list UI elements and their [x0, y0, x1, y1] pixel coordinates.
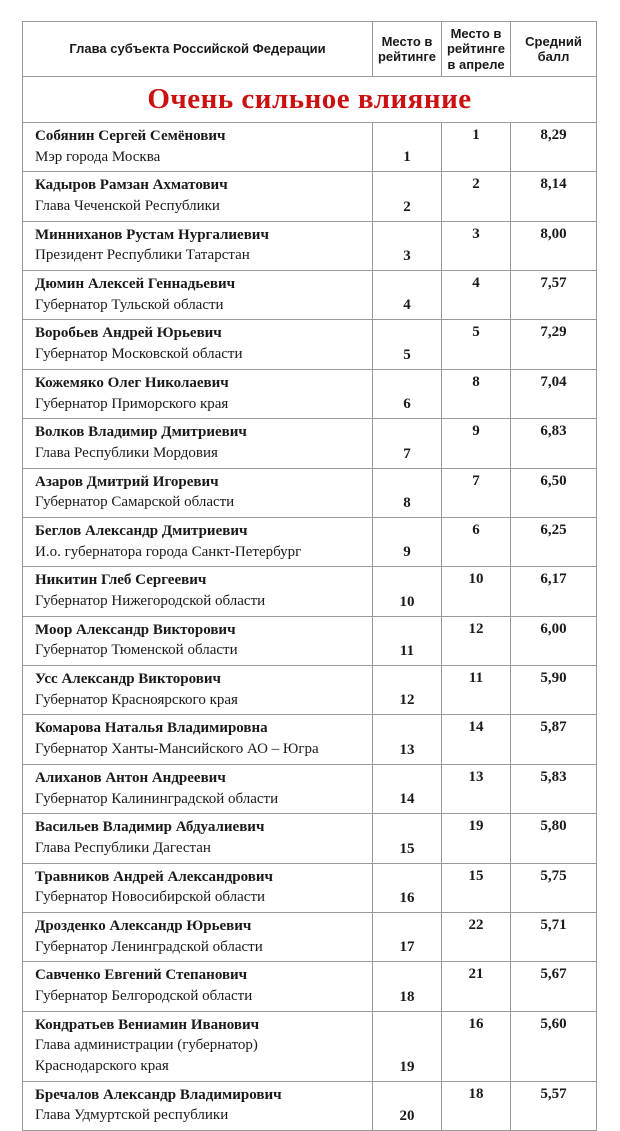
- score: 6,25: [510, 518, 596, 566]
- rank-april: 18: [441, 1082, 510, 1130]
- table-row: [23, 567, 596, 616]
- header-governor: Глава субъекта Российской Федерации: [69, 41, 326, 57]
- rank-april: 13: [441, 765, 510, 813]
- governor-name: Комарова Наталья Владимировна: [35, 720, 268, 737]
- governor-position: Глава Республики Дагестан: [35, 839, 211, 856]
- governor-name: Травников Андрей Александрович: [35, 868, 273, 885]
- rank-current: 1: [372, 123, 441, 171]
- rank-april: 5: [441, 320, 510, 368]
- governor-position: Губернатор Тульской области: [35, 296, 224, 313]
- table-row: [23, 913, 596, 962]
- rank-current: 2: [372, 172, 441, 220]
- section-title: Очень сильное влияние: [23, 77, 596, 123]
- rank-april: 15: [441, 864, 510, 912]
- governor-position: И.о. губернатора города Санкт-Петербург: [35, 543, 302, 560]
- rank-april: 9: [441, 419, 510, 467]
- governor-cell: [23, 715, 372, 763]
- governor-position: Губернатор Тюменской области: [35, 642, 238, 659]
- governor-position: Губернатор Красноярского края: [35, 691, 238, 708]
- governor-cell: [23, 617, 372, 665]
- governor-name: Воробьев Андрей Юрьевич: [35, 325, 222, 342]
- governor-cell: [23, 567, 372, 615]
- table-header: [23, 22, 596, 77]
- rank-april: 8: [441, 370, 510, 418]
- governor-cell: [23, 864, 372, 912]
- table-row: [23, 666, 596, 715]
- rank-april: 1: [441, 123, 510, 171]
- rank-april: 12: [441, 617, 510, 665]
- rating-table: [22, 21, 597, 1131]
- table-row: [23, 123, 596, 172]
- score: 5,80: [510, 814, 596, 862]
- table-row: [23, 617, 596, 666]
- table-row: [23, 419, 596, 468]
- governor-position: Глава Удмуртской республики: [35, 1107, 229, 1124]
- score: 5,60: [510, 1012, 596, 1081]
- score: 5,87: [510, 715, 596, 763]
- governor-cell: [23, 913, 372, 961]
- table-row: [23, 222, 596, 271]
- score: 7,04: [510, 370, 596, 418]
- governor-position: Глава Чеченской Республики: [35, 198, 220, 215]
- table-row: [23, 765, 596, 814]
- governor-position: Президент Республики Татарстан: [35, 247, 250, 264]
- governor-position: Глава Республики Мордовия: [35, 444, 218, 461]
- governor-name: Моор Александр Викторович: [35, 621, 236, 638]
- governor-name: Беглов Александр Дмитриевич: [35, 522, 248, 539]
- governor-name: Минниханов Рустам Нургалиевич: [35, 226, 269, 243]
- rank-current: 16: [372, 864, 441, 912]
- score: 5,67: [510, 962, 596, 1010]
- table-row: [23, 271, 596, 320]
- score: 8,29: [510, 123, 596, 171]
- score: 6,50: [510, 469, 596, 517]
- score: 7,29: [510, 320, 596, 368]
- score: 6,17: [510, 567, 596, 615]
- governor-cell: [23, 1082, 372, 1130]
- rank-current: 6: [372, 370, 441, 418]
- rank-current: 17: [372, 913, 441, 961]
- governor-position: Мэр города Москва: [35, 148, 161, 165]
- rank-current: 14: [372, 765, 441, 813]
- table-row: [23, 864, 596, 913]
- header-rank-april: Место в рейтинге в апреле: [441, 22, 510, 76]
- score: 5,57: [510, 1082, 596, 1130]
- governor-cell: [23, 518, 372, 566]
- rank-april: 16: [441, 1012, 510, 1081]
- table-row: [23, 370, 596, 419]
- rank-april: 10: [441, 567, 510, 615]
- governor-name: Бречалов Александр Владимирович: [35, 1086, 282, 1103]
- governor-name: Кадыров Рамзан Ахматович: [35, 177, 228, 194]
- governor-cell: [23, 814, 372, 862]
- table-row: [23, 1012, 596, 1082]
- table-row: [23, 715, 596, 764]
- table-row: [23, 518, 596, 567]
- governor-name: Усс Александр Викторович: [35, 671, 221, 688]
- table-row: [23, 172, 596, 221]
- score: 6,83: [510, 419, 596, 467]
- governor-position: Губернатор Нижегородской области: [35, 593, 266, 610]
- table-row: [23, 814, 596, 863]
- rank-april: 2: [441, 172, 510, 220]
- table-row: [23, 469, 596, 518]
- header-rank: Место в рейтинге: [372, 22, 441, 76]
- rank-current: 5: [372, 320, 441, 368]
- governor-name: Дюмин Алексей Геннадьевич: [35, 276, 236, 293]
- governor-cell: [23, 1012, 372, 1081]
- rank-current: 15: [372, 814, 441, 862]
- governor-cell: [23, 666, 372, 714]
- score: 8,14: [510, 172, 596, 220]
- governor-cell: [23, 320, 372, 368]
- rank-april: 21: [441, 962, 510, 1010]
- governor-name: Кондратьев Вениамин Иванович: [35, 1016, 260, 1033]
- governor-name: Алиханов Антон Андреевич: [35, 769, 226, 786]
- governor-cell: [23, 370, 372, 418]
- governor-cell: [23, 469, 372, 517]
- governor-name: Дрозденко Александр Юрьевич: [35, 917, 252, 934]
- governor-cell: [23, 222, 372, 270]
- score: 6,00: [510, 617, 596, 665]
- rank-april: 14: [441, 715, 510, 763]
- table-row: [23, 962, 596, 1011]
- rank-current: 3: [372, 222, 441, 270]
- rank-april: 7: [441, 469, 510, 517]
- score: 5,90: [510, 666, 596, 714]
- governor-cell: [23, 419, 372, 467]
- governor-name: Кожемяко Олег Николаевич: [35, 374, 229, 391]
- governor-position: Губернатор Новосибирской области: [35, 889, 266, 906]
- rank-april: 4: [441, 271, 510, 319]
- score: 5,83: [510, 765, 596, 813]
- rank-current: 20: [372, 1082, 441, 1130]
- governor-name: Никитин Глеб Сергеевич: [35, 572, 207, 589]
- governor-position: Губернатор Самарской области: [35, 494, 235, 511]
- rank-april: 6: [441, 518, 510, 566]
- rank-april: 22: [441, 913, 510, 961]
- rank-april: 3: [441, 222, 510, 270]
- rank-current: 10: [372, 567, 441, 615]
- governor-position: Глава администрации (губернатор) Краснодарского края: [35, 1037, 258, 1075]
- header-score: Средний балл: [510, 22, 596, 76]
- score: 7,57: [510, 271, 596, 319]
- governor-position: Губернатор Белгородской области: [35, 988, 253, 1005]
- governor-name: Собянин Сергей Семёнович: [35, 127, 226, 144]
- rank-current: 18: [372, 962, 441, 1010]
- score: 8,00: [510, 222, 596, 270]
- rank-current: 4: [372, 271, 441, 319]
- governor-position: Губернатор Калининградской области: [35, 790, 279, 807]
- governor-cell: [23, 123, 372, 171]
- table-row: [23, 1082, 596, 1130]
- governor-name: Васильев Владимир Абдуалиевич: [35, 819, 265, 836]
- governor-cell: [23, 962, 372, 1010]
- governor-cell: [23, 765, 372, 813]
- rank-current: 13: [372, 715, 441, 763]
- governor-position: Губернатор Московской области: [35, 346, 243, 363]
- rank-april: 19: [441, 814, 510, 862]
- governor-position: Губернатор Ханты-Мансийского АО – Югра: [35, 741, 319, 758]
- rank-current: 8: [372, 469, 441, 517]
- governor-cell: [23, 172, 372, 220]
- governor-cell: [23, 271, 372, 319]
- governor-name: Волков Владимир Дмитриевич: [35, 424, 247, 441]
- rank-april: 11: [441, 666, 510, 714]
- governor-position: Губернатор Приморского края: [35, 395, 229, 412]
- score: 5,75: [510, 864, 596, 912]
- rank-current: 12: [372, 666, 441, 714]
- score: 5,71: [510, 913, 596, 961]
- rank-current: 19: [372, 1012, 441, 1081]
- table-body: [23, 123, 596, 1130]
- rank-current: 7: [372, 419, 441, 467]
- governor-position: Губернатор Ленинградской области: [35, 938, 263, 955]
- rank-current: 11: [372, 617, 441, 665]
- rank-current: 9: [372, 518, 441, 566]
- governor-name: Азаров Дмитрий Игоревич: [35, 473, 219, 490]
- table-row: [23, 320, 596, 369]
- governor-name: Савченко Евгений Степанович: [35, 967, 248, 984]
